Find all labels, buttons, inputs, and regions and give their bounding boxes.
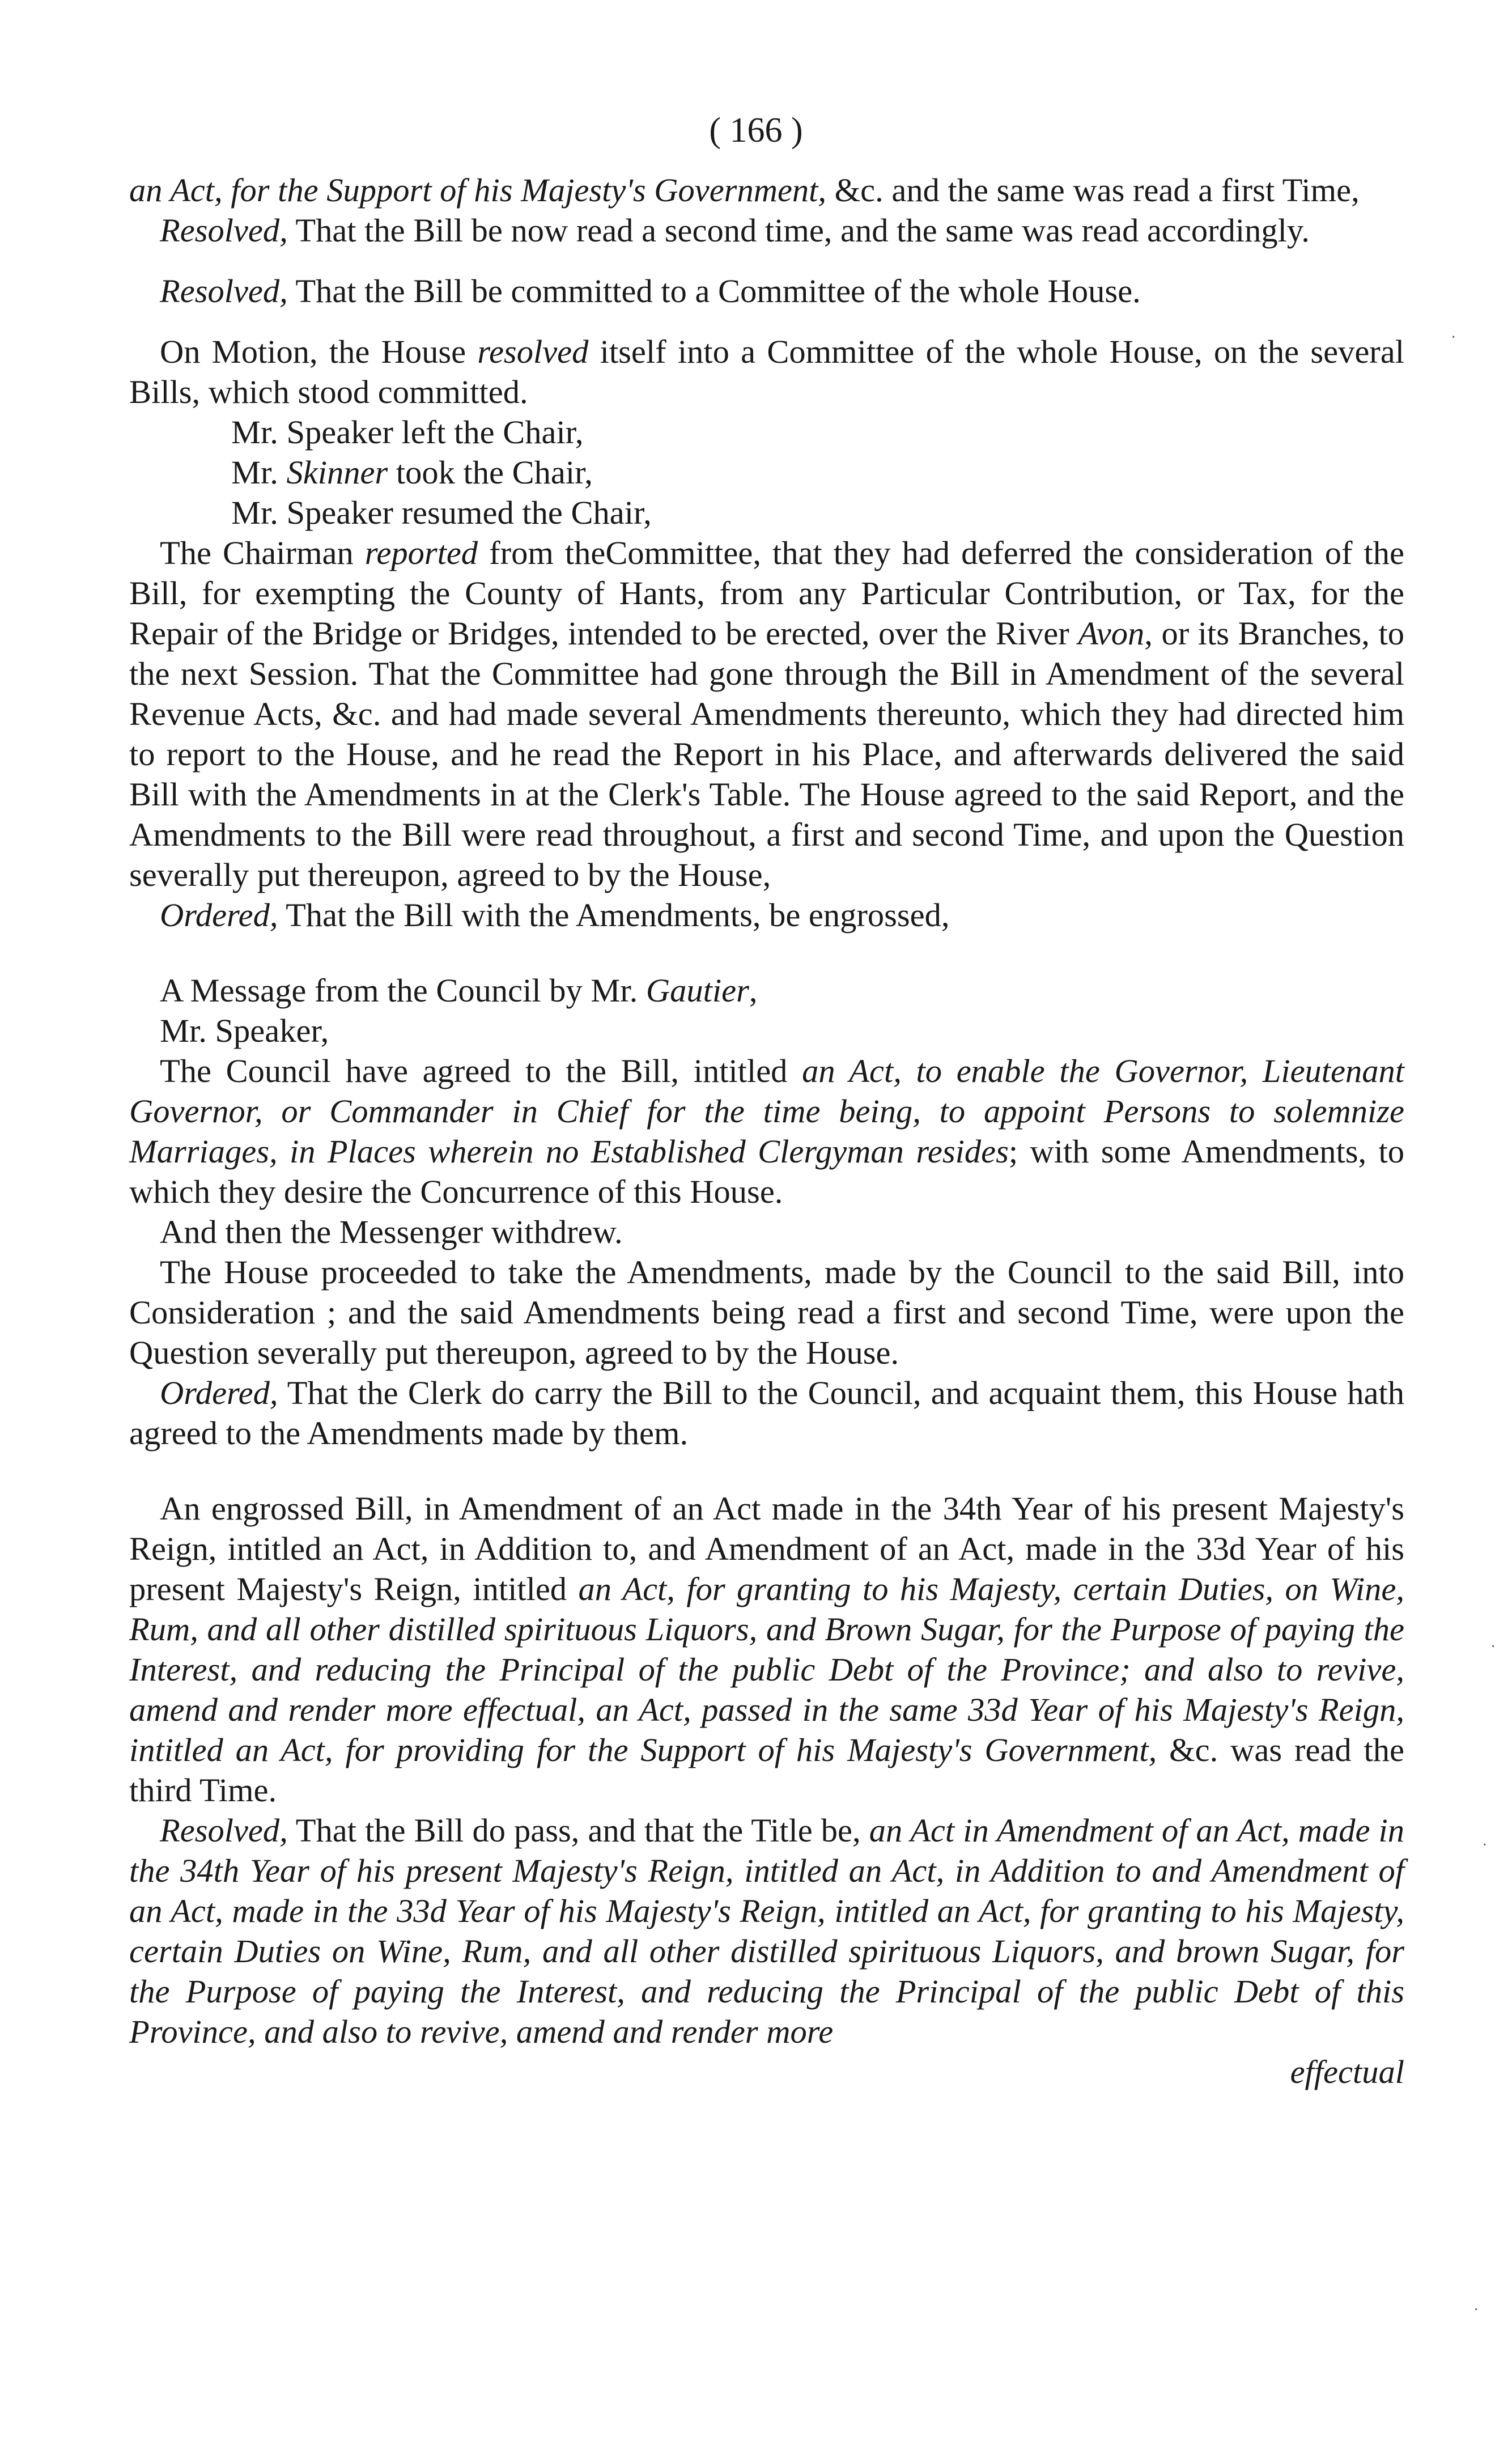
italic-text: Resolved, [160, 273, 288, 309]
italic-text: an Act, for granting to his Majesty, certain Duties, on Wine, Rum, and all other distilled spirituous Liquors, and Brown Sugar, for the Purpose of paying the Interest, and reducing the Principal of the public Debt of the Province; and also to revive, amend and render more effectual, an Act, passed in the same 33d Year of his Majesty's Reign, intitled an Act, for providing for the Support of his Majesty's Government, [129, 1571, 1404, 1768]
paragraph-chairman-report [129, 533, 1404, 895]
paragraph-text: That the Bill be now read a second time, and the same was read accordingly. [287, 212, 1310, 249]
paragraph-text: The Council have agreed to the Bill, intitled [160, 1053, 802, 1089]
italic-text: resolved [477, 333, 589, 370]
paragraph-text: That the Clerk do carry the Bill to the Council, and acquaint them, this House hath agreed to the Amendments made by them. [129, 1374, 1404, 1452]
italic-text: Ordered, [160, 897, 278, 933]
speaker-left-line: Mr. Speaker left the Chair, [231, 414, 584, 451]
paragraph-messenger-withdrew: And then the Messenger withdrew. [160, 1213, 623, 1250]
page-body [129, 170, 1404, 2092]
skinner-took-chair-line: Mr. Skinner took the Chair, [231, 454, 593, 491]
paragraph-text: An engrossed Bill, in Amendment of an Act made in the 34th Year of his present Majesty's Reign, intitled an Act, in Addition to, and Amendment of an Act, made in the 33d Year of his present Majesty's Reign, intitled [129, 1490, 1404, 1607]
paragraph-on-motion [129, 332, 1404, 412]
line-text: took the Chair, [388, 454, 593, 491]
page-number: ( 166 ) [709, 111, 803, 150]
paragraph-ordered-engrossed [129, 895, 1404, 935]
paragraph-text: , or its Branches, to the next Session. That the Committee had gone through the Bill in Amendment of the several Revenue Acts, &c. and had made several Amendments thereunto, which they had directed him to report to the House, and he read the Report in his Place, and afterwards delivered the said Bill with the Amendments in at the Clerk's Table. The House agreed to the said Report, and the Amendments to the Bill were read throughout, a first and second Time, and upon the Question severally put thereupon, agreed to by the House, [129, 615, 1404, 893]
paragraph-text: ; with some Amendments, to which they desire the Concurrence of this House. [129, 1133, 1405, 1210]
italic-text: an Act, for the Support of his Majesty's Government, [129, 172, 827, 209]
paragraph-text: That the Bill do pass, and that the Title be, [287, 1812, 869, 1849]
paragraph-text: That the Bill with the Amendments, be engrossed, [278, 897, 950, 933]
italic-text: Skinner [286, 454, 388, 491]
paragraph-house-proceeded: The House proceeded to take the Amendments, made by the Council to the said Bill, into Consideration ; and the said Amendments being read a first and second Time, were upon the Question severally put thereupon, agreed to by the House. [129, 1254, 1404, 1371]
paragraph-text: itself into a Committee of the whole House, on the several Bills, which stood committed. [129, 333, 1404, 410]
paragraph-text: &c. and the same was read a first Time, [826, 172, 1360, 209]
paragraph-text: That the Bill be committed to a Committee of the whole House. [287, 273, 1141, 309]
paragraph-ordered-clerk [129, 1373, 1404, 1453]
speaker-resumed-line: Mr. Speaker resumed the Chair, [231, 494, 652, 531]
paragraph-bill-support [129, 170, 1404, 210]
paragraph-council-agreed [129, 1051, 1404, 1212]
paragraph-text: The Chairman [160, 534, 365, 571]
italic-text: Resolved, [160, 212, 288, 249]
paragraph-text: A Message from the Council by Mr. [160, 972, 646, 1009]
paragraph-text: , [749, 972, 758, 1009]
paragraph-resolved-pass [129, 1810, 1404, 2052]
italic-text: an Act, to enable the Governor, Lieutenant Governor, or Commander in Chief for the time being, to appoint Persons to solemnize Marriages, in Places wherein no Established Clergyman resides [129, 1053, 1405, 1170]
italic-text: an Act in Amendment of an Act, made in the 34th Year of his present Majesty's Reign, intitled an Act, in Addition to and Amendment of an Act, made in the 33d Year of his Majesty's Reign, intitled an Act, for granting to his Majesty, certain Duties on Wine, Rum, and all other distilled spirituous Liquors, and brown Sugar, for the Purpose of paying the Interest, and reducing the Principal of the public Debt of this Province, and also to revive, amend and render more [129, 1812, 1405, 2050]
paragraph-engrossed-bill [129, 1488, 1404, 1810]
paragraph-mr-speaker: Mr. Speaker, [160, 1012, 329, 1049]
paragraph-resolved-second-reading [129, 210, 1404, 251]
paragraph-message-council [129, 970, 1404, 1011]
italic-text: Resolved, [160, 1812, 288, 1849]
italic-text: Gautier [645, 972, 749, 1009]
print-speck: · [1490, 1638, 1496, 1656]
print-speck: · [1451, 329, 1456, 346]
paragraph-resolved-committed [129, 271, 1404, 311]
paragraph-text: &c. was read the third Time. [129, 1732, 1405, 1809]
paragraph-text: from theCommittee, that they had deferred the consideration of the Bill, for exempting the County of Hants, from any Particular Contribution, or Tax, for the Repair of the Bridge or Bridges, intended to be erected, over the River [129, 534, 1404, 652]
print-speck: · [1473, 2301, 1479, 2319]
italic-text: reported [364, 534, 478, 571]
paragraph-text: On Motion, the House [160, 333, 478, 370]
catchword: effectual [1290, 2053, 1404, 2090]
italic-text: Ordered, [160, 1374, 278, 1411]
italic-text: Avon [1078, 615, 1145, 652]
print-speck: · [1482, 1836, 1488, 1854]
